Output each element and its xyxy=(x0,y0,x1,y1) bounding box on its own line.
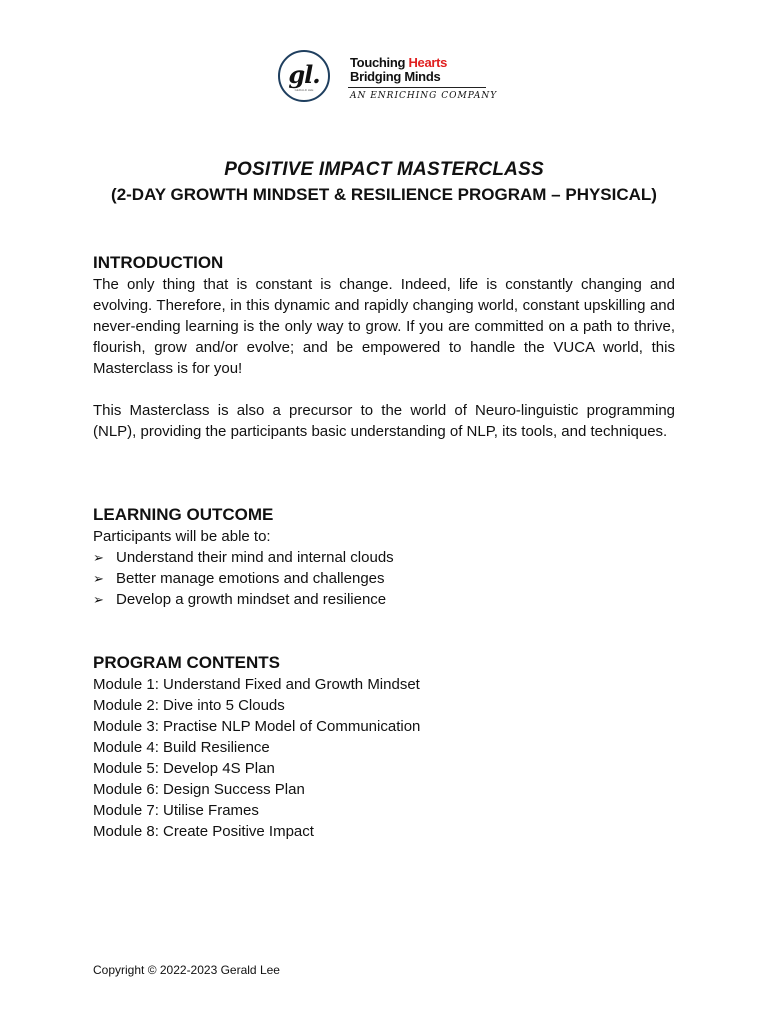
logo-divider xyxy=(348,87,486,88)
module-item-5: Module 5: Develop 4S Plan xyxy=(93,760,275,777)
logo-line-1-accent: Hearts xyxy=(408,55,448,70)
list-item xyxy=(93,547,675,568)
module-item-2: Module 2: Dive into 5 Clouds xyxy=(93,697,285,714)
logo-tagline: AN ENRICHING COMPANY xyxy=(350,91,498,101)
logo-line-1 xyxy=(350,55,447,70)
learning-outcome-heading: LEARNING OUTCOME xyxy=(93,505,274,524)
copyright-footer: Copyright © 2022-2023 Gerald Lee xyxy=(93,963,280,977)
learning-outcome-item-3: Develop a growth mindset and resilience xyxy=(116,591,387,608)
program-contents-section xyxy=(93,652,675,842)
introduction-section xyxy=(93,252,675,442)
module-item-4: Module 4: Build Resilience xyxy=(93,739,270,756)
module-item-8: Module 8: Create Positive Impact xyxy=(93,823,314,840)
document-title: POSITIVE IMPACT MASTERCLASS xyxy=(224,159,544,180)
introduction-paragraph-1: The only thing that is constant is change. Indeed, life is constantly changing and evolving. Therefore, in this dynamic and rapidly changing world, constant upskilling and never-ending learning is the only way to grow. If you are committed on a path to thrive, flourish, grow and/or evolve; and be empowered to handle the VUCA world, this Masterclass is for you! xyxy=(93,276,675,377)
program-contents-heading: PROGRAM CONTENTS xyxy=(93,653,280,672)
logo-emblem xyxy=(278,50,330,102)
introduction-paragraph-2: This Masterclass is also a precursor to the world of Neuro-linguistic programming (NLP), providing the participants basic understanding of NLP, its tools, and techniques. xyxy=(93,402,675,440)
logo-line-1-prefix: Touching xyxy=(350,55,409,70)
arrowhead-bullet-icon: ➢ xyxy=(93,571,104,586)
document-subtitle: (2-DAY GROWTH MINDSET & RESILIENCE PROGRAM – PHYSICAL) xyxy=(111,185,657,204)
introduction-heading: INTRODUCTION xyxy=(93,253,224,272)
logo-emblem-caption: GERALD LEE xyxy=(294,88,314,92)
list-item xyxy=(93,568,675,589)
learning-outcome-item-1: Understand their mind and internal clouds xyxy=(116,549,394,566)
learning-outcome-list xyxy=(93,547,675,610)
module-item-1: Module 1: Understand Fixed and Growth Mindset xyxy=(93,676,420,693)
company-logo xyxy=(278,50,498,108)
logo-monogram: gl. xyxy=(288,59,320,89)
arrowhead-bullet-icon: ➢ xyxy=(93,550,104,565)
list-item xyxy=(93,589,675,610)
module-item-7: Module 7: Utilise Frames xyxy=(93,802,259,819)
module-item-3: Module 3: Practise NLP Model of Communication xyxy=(93,718,421,735)
arrowhead-bullet-icon: ➢ xyxy=(93,592,104,607)
learning-outcome-intro: Participants will be able to: xyxy=(93,528,271,545)
learning-outcome-item-2: Better manage emotions and challenges xyxy=(116,570,385,587)
module-item-6: Module 6: Design Success Plan xyxy=(93,781,305,798)
logo-line-2: Bridging Minds xyxy=(350,69,441,84)
learning-outcome-section xyxy=(93,504,675,610)
